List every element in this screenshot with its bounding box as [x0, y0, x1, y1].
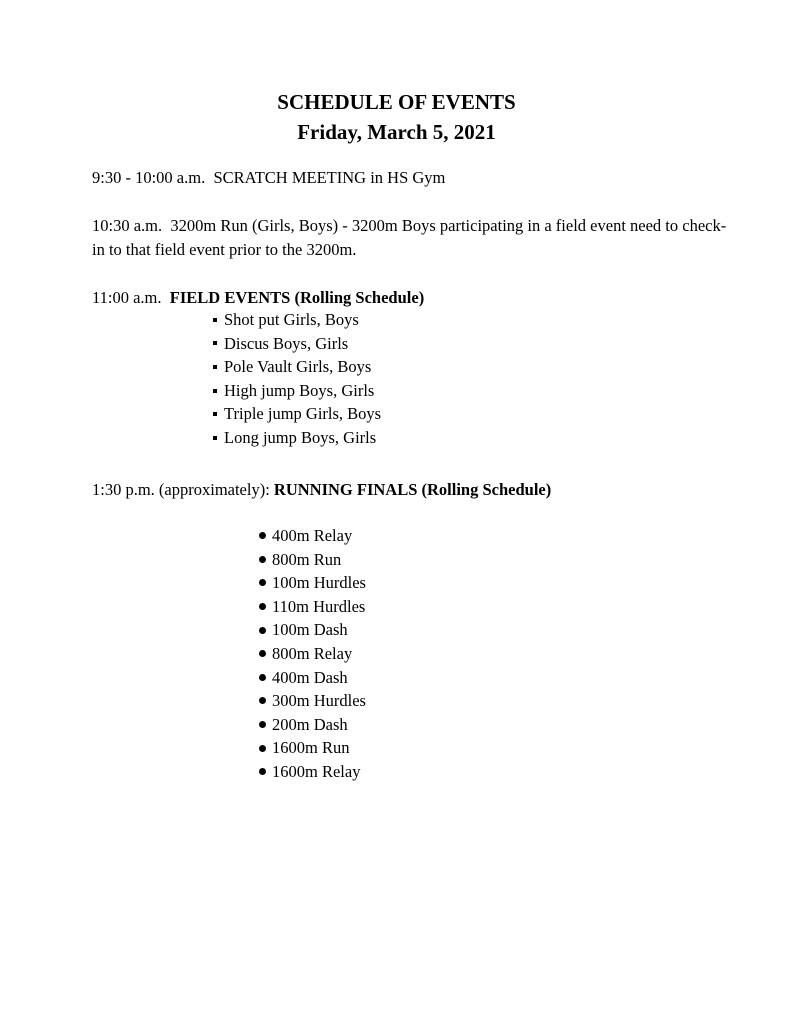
list-item — [212, 332, 381, 356]
running-event-label: 800m Relay — [272, 643, 353, 663]
scratch-text: SCRATCH MEETING in HS Gym — [213, 168, 446, 187]
round-bullet-icon — [259, 603, 266, 610]
round-bullet-icon — [259, 745, 266, 752]
running-event-label: 100m Dash — [272, 620, 348, 640]
running-event-label: 300m Hurdles — [272, 691, 366, 711]
field-events-time: 11:00 a.m. — [92, 288, 162, 307]
square-bullet-icon — [213, 365, 217, 369]
list-item — [258, 666, 366, 690]
document-date: Friday, March 5, 2021 — [297, 120, 496, 144]
list-item — [212, 426, 381, 450]
field-event-label: Triple jump Girls, Boys — [224, 404, 382, 424]
field-event-label: Pole Vault Girls, Boys — [224, 357, 372, 377]
field-event-label: High jump Boys, Girls — [224, 380, 375, 400]
square-bullet-icon — [213, 436, 217, 440]
running-event-label: 1600m Run — [272, 738, 350, 758]
square-bullet-icon — [213, 412, 217, 416]
round-bullet-icon — [259, 674, 266, 681]
round-bullet-icon — [259, 650, 266, 657]
running-event-label: 800m Run — [272, 549, 342, 569]
running-event-label: 1600m Relay — [272, 761, 361, 781]
field-events-list — [212, 308, 381, 450]
document-title: SCHEDULE OF EVENTS — [277, 90, 516, 114]
list-item — [258, 571, 366, 595]
round-bullet-icon — [259, 556, 266, 563]
field-event-label: Long jump Boys, Girls — [224, 427, 377, 447]
running-finals-line — [92, 478, 732, 502]
run-3200-time: 10:30 a.m. — [92, 216, 163, 235]
field-event-label: Shot put Girls, Boys — [224, 310, 359, 329]
list-item — [258, 595, 366, 619]
running-event-label: 400m Dash — [272, 667, 348, 687]
list-item — [258, 760, 366, 784]
running-event-label: 110m Hurdles — [272, 596, 366, 616]
list-item — [212, 355, 381, 379]
square-bullet-icon — [213, 318, 217, 322]
scratch-time: 9:30 - 10:00 a.m. — [92, 168, 206, 187]
running-event-label: 400m Relay — [272, 526, 353, 545]
square-bullet-icon — [213, 389, 217, 393]
running-finals-list — [258, 524, 366, 784]
square-bullet-icon — [213, 341, 217, 345]
list-item — [258, 642, 366, 666]
list-item — [258, 713, 366, 737]
running-event-label: 200m Dash — [272, 714, 348, 734]
field-events-heading: FIELD EVENTS (Rolling Schedule) — [169, 288, 425, 307]
list-item — [212, 379, 381, 403]
field-event-label: Discus Boys, Girls — [224, 333, 349, 353]
list-item — [258, 548, 366, 572]
list-item — [258, 689, 366, 713]
list-item — [212, 308, 381, 332]
round-bullet-icon — [259, 627, 266, 634]
running-finals-heading: RUNNING FINALS (Rolling Schedule) — [273, 480, 552, 499]
running-finals-time: 1:30 p.m. (approximately): — [92, 480, 270, 499]
round-bullet-icon — [259, 697, 266, 704]
run-3200-line — [92, 214, 732, 261]
scratch-meeting-line — [92, 166, 732, 190]
running-event-label: 100m Hurdles — [272, 573, 366, 593]
round-bullet-icon — [259, 768, 266, 775]
run-3200-text: 3200m Run (Girls, Boys) - 3200m Boys participating in a field event need to check-in to that field event prior to the 3200m. — [92, 216, 727, 259]
list-item — [258, 618, 366, 642]
field-events-line — [92, 286, 732, 310]
round-bullet-icon — [259, 721, 266, 728]
list-item — [258, 524, 366, 548]
round-bullet-icon — [259, 579, 266, 586]
list-item — [258, 736, 366, 760]
list-item — [212, 402, 381, 426]
round-bullet-icon — [259, 532, 266, 539]
